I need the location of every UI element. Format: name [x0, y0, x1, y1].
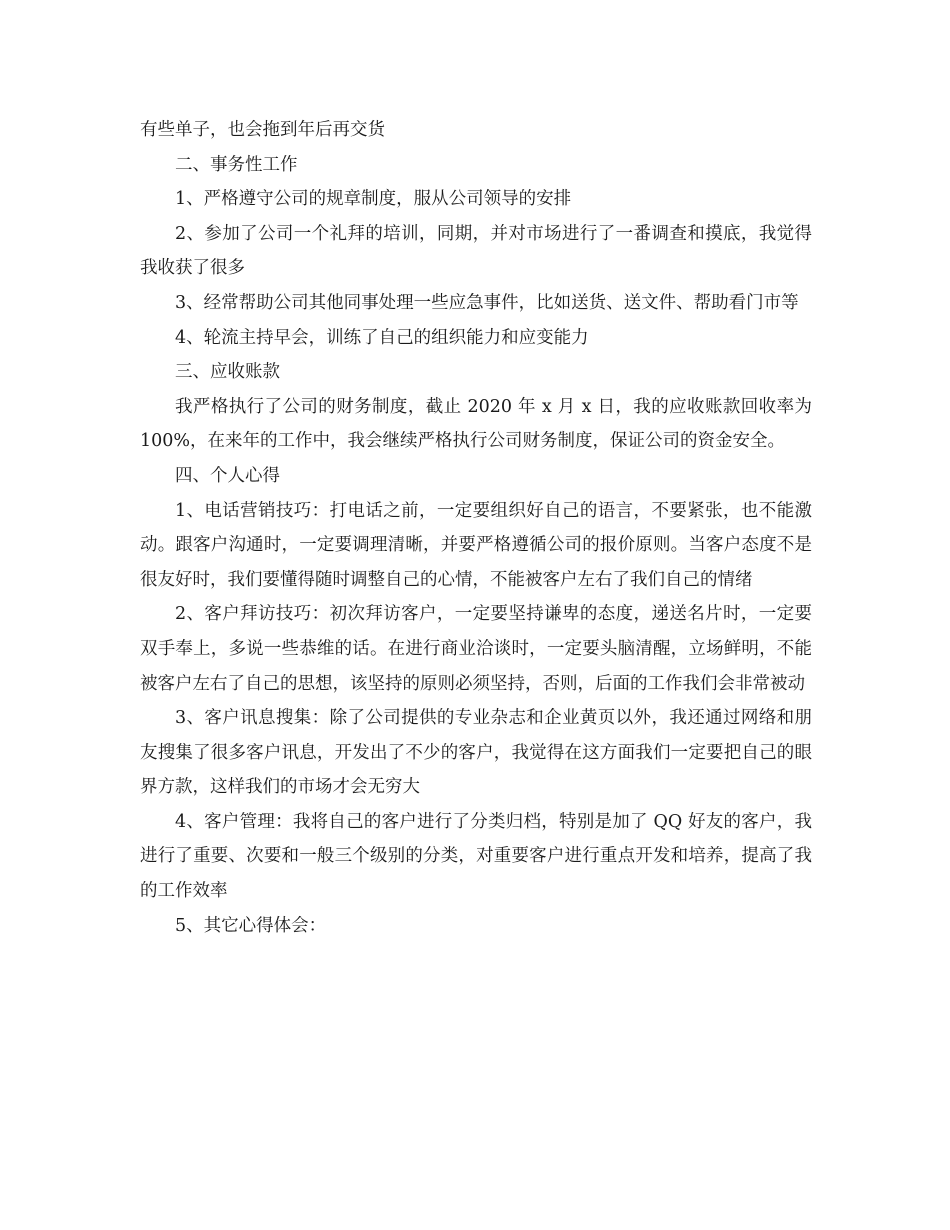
paragraph: 1、电话营销技巧：打电话之前，一定要组织好自己的语言，不要紧张，也不能激动。跟客户沟通时，一定要调理清晰，并要严格遵循公司的报价原则。当客户态度不是很友好时，我们要懂得随时调整自己的心情，不能被客户左右了我们自己的情绪	[140, 500, 812, 590]
document-page	[140, 113, 812, 943]
paragraph: 1、严格遵守公司的规章制度，服从公司领导的安排	[175, 189, 572, 210]
paragraph: 4、客户管理：我将自己的客户进行了分类归档，特别是加了 QQ 好友的客户，我进行了重要、次要和一般三个级别的分类，对重要客户进行重点开发和培养，提高了我的工作效率	[140, 811, 812, 902]
paragraph: 有些单子，也会拖到年后再交货	[140, 120, 385, 140]
paragraph: 3、经常帮助公司其他同事处理一些应急事件，比如送货、送文件、帮助看门市等	[175, 292, 799, 313]
paragraph: 4、轮流主持早会，训练了自己的组织能力和应变能力	[175, 327, 589, 348]
paragraph: 我严格执行了公司的财务制度，截止 2020 年 x 月 x 日，我的应收账款回收率为 100%，在来年的工作中，我会继续严格执行公司财务制度，保证公司的资金安全。	[140, 396, 812, 452]
section-heading: 四、个人心得	[175, 465, 280, 486]
paragraph: 5、其它心得体会：	[175, 915, 327, 936]
section-heading: 二、事务性工作	[175, 154, 298, 175]
section-heading: 三、应收账款	[175, 362, 280, 383]
paragraph: 3、客户讯息搜集：除了公司提供的专业杂志和企业黄页以外，我还通过网络和朋友搜集了很多客户讯息，开发出了不少的客户，我觉得在这方面我们一定要把自己的眼界方款，这样我们的市场才会无穷大	[140, 708, 812, 798]
paragraph: 2、客户拜访技巧：初次拜访客户，一定要坚持谦卑的态度，递送名片时，一定要双手奉上，多说一些恭维的话。在进行商业洽谈时，一定要头脑清醒，立场鲜明，不能被客户左右了自己的思想，该坚持的原则必须坚持，否则，后面的工作我们会非常被动	[140, 604, 812, 694]
paragraph: 2、参加了公司一个礼拜的培训，同期，并对市场进行了一番调查和摸底，我觉得我收获了很多	[140, 223, 812, 279]
